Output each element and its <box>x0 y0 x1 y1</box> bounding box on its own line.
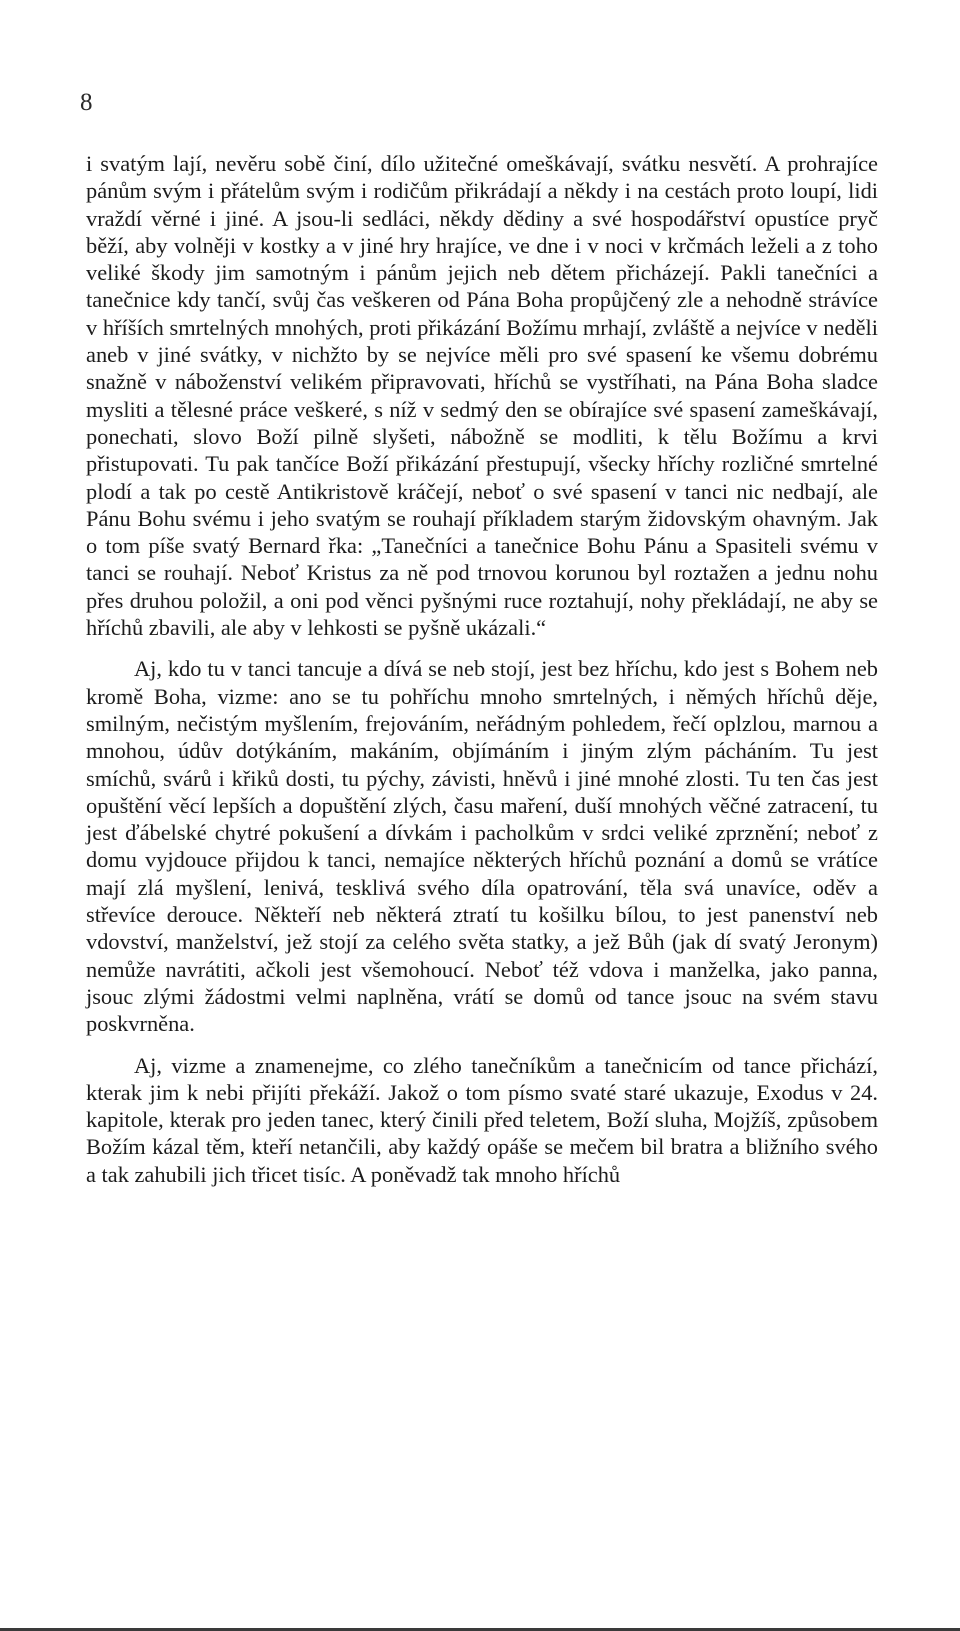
body-text <box>86 150 878 1188</box>
paragraph-exodus: Aj, vizme a znamenejme, co zlého tanečníkům a tanečnicím od tance přichází, kterak jim k nebi přijíti překáží. Jakož o tom písmo svaté staré ukazuje, Exodus v 24. kapitole, kterak pro jeden tanec, který činili před teletem, Boží sluha, Mojžíš, způsobem Božím kázal těm, kteří netančili, aby každý opáše se mečem bil bratra a bližního svého a tak zahubili jich třicet tisíc. A poněvadž tak mnoho hříchů <box>86 1052 878 1187</box>
paragraph-continuation: i svatým lají, nevěru sobě činí, dílo užitečné omeškávají, svátku nesvětí. A prohrajíce pánům svým i přátelům svým i rodičům přikrádají a někdy i na cestách proto loupí, lidi vraždí věrné i jiné. A jsou-li sedláci, někdy dědiny a své hospodářství opustíce pryč běží, aby volněji v kostky a v jiné hry hrajíce, ve dne i v noci v krčmách leželi a z toho veliké škody jim samotným i pánům jejich neb dětem přicházejí. Pakli tanečníci a tanečnice kdy tančí, svůj čas veškeren od Pána Boha propůjčený zle a nehodně strávíce v hříších smrtelných mnohých, proti přikázání Božímu mrhají, zvláště a nejvíce v neděli aneb v jiné svátky, v nichžto by se nejvíce měli pro své spasení ke všemu dobrému snažně v náboženství velikém připravovati, hříchů se vystříhati, na Pána Boha sladce mysliti a tělesné práce veškeré, s níž v sedmý den se obírajíce své spasení zameškávají, ponechati, slovo Boží pilně slyšeti, nábožně se modliti, k tělu Božímu a krvi přistupovati. Tu pak tančíce Boží přikázání přestupují, všecky hříchy rozličné smrtelné plodí a tak po cestě Antikristově kráčejí, neboť o své spasení v tanci nic nedbají, ale Pánu Bohu svému i jeho svatým se rouhají příkladem starým židovským ohavným. Jak o tom píše svatý Bernard řka: „Tanečníci a tanečnice Bohu Pánu a Spasiteli svému v tanci se rouhají. Neboť Kristus za ně pod trnovou korunou byl roztažen a jednu nohu přes druhou položil, a oni pod věnci pyšnými ruce roztahují, nohy překládají, ne aby se hříchů zbavili, ale aby v lehkosti se pyšně ukázali.“ <box>86 151 878 641</box>
page-number: 8 <box>80 89 93 116</box>
paragraph-dance-sins: Aj, kdo tu v tanci tancuje a dívá se neb stojí, jest bez hříchu, kdo jest s Bohem neb kromě Boha, vizme: ano se tu pohříchu mnoho smrtelných, i němých hříchů děje, smilným, nečistým myšlením, frejováním, neřádným pohledem, řečí oplzlou, marnou a mnohou, údův dotýkáním, makáním, objímáním i jiným zlým pácháním. Tu jest smíchů, svárů i křiků dosti, tu pýchy, závisti, hněvů i jiné mnohé zlosti. Tu ten čas jest opuštění věcí lepších a dopuštění zlých, času maření, duší mnohých věčné zatracení, tu jest ďábelské chytré pokušení a dívkám i pacholkům v srdci veliké zprznění; neboť z domu vyjdouce přijdou k tanci, nemajíce některých hříchů poznání a domů se vrátíce mají zlá myšlení, lenivá, tesklivá svého díla opatrování, těla svá unavíce, oděv a střevíce derouce. Někteří neb některá ztratí tu košilku bílou, to jest panenství neb vdovství, manželství, jež stojí za celého světa statky, a jež Bůh (jak dí svatý Jeronym) nemůže navrátiti, ačkoli jest všemohoucí. Neboť též vdova i manželka, jako panna, jsouc zlými žádostmi velmi naplněna, vrátí se domů od tance jsouc na svém stavu poskvrněna. <box>86 656 878 1037</box>
